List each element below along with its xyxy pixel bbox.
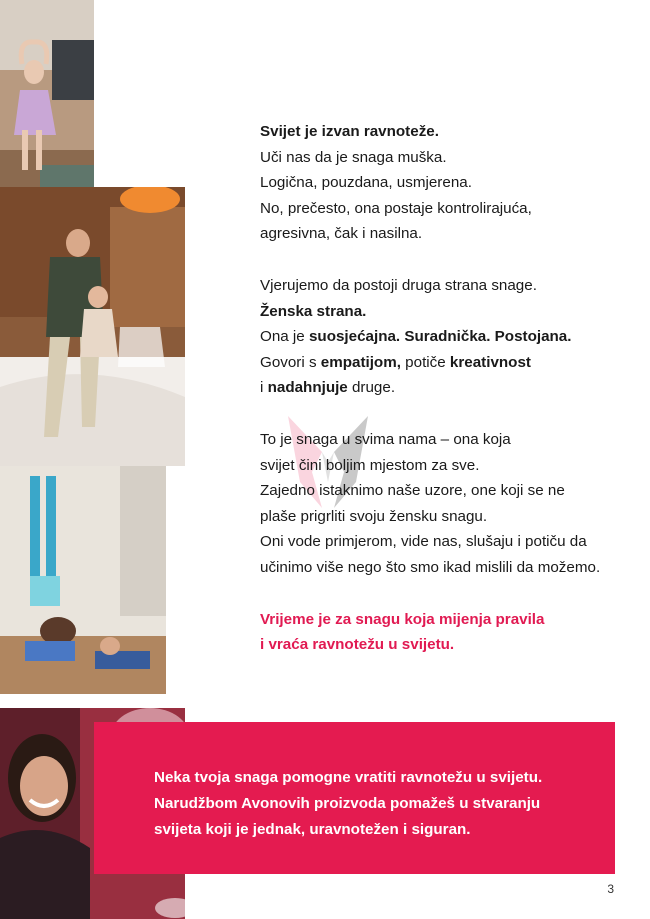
callout-box: [94, 722, 615, 874]
photo-girl-dancing: [0, 0, 94, 205]
photo-yoga-with-children: [0, 466, 166, 694]
feminine-line: Govori s empatijom, potiče kreativnost: [260, 353, 531, 371]
together-line: To je snaga u svima nama – ona koja: [260, 430, 511, 448]
feminine-line: Ona je suosjećajna. Suradnička. Postojana.: [260, 328, 572, 346]
highlight-paragraph: [260, 607, 620, 658]
page-number: 3: [607, 882, 614, 896]
together-paragraph: [260, 427, 620, 581]
together-line: svijet čini boljim mjestom za sve.: [260, 456, 480, 474]
together-line: Zajedno istaknimo naše uzore, one koji se ne: [260, 482, 565, 500]
intro-line: Logična, pouzdana, usmjerena.: [260, 174, 472, 192]
photo-father-daughter-bed: [0, 187, 185, 466]
together-line: učinimo više nego što smo ikad mislili da možemo.: [260, 558, 601, 576]
together-line: Oni vode primjerom, vide nas, slušaju i potiču da: [260, 533, 587, 551]
highlight-line: Vrijeme je za snagu koja mijenja pravila: [260, 610, 545, 628]
feminine-heading: Ženska strana.: [260, 302, 367, 320]
feminine-line: Vjerujemo da postoji druga strana snage.: [260, 276, 537, 294]
intro-paragraph: [260, 119, 620, 247]
feminine-line: i nadahnjuje druge.: [260, 379, 396, 397]
intro-line: Uči nas da je snaga muška.: [260, 148, 447, 166]
callout-text: [154, 765, 594, 843]
body-text: [260, 119, 620, 684]
intro-line: No, prečesto, ona postaje kontrolirajuća,: [260, 199, 532, 217]
feminine-paragraph: [260, 273, 620, 401]
callout-line: svijeta koji je jednak, uravnotežen i siguran.: [154, 821, 471, 838]
callout-line: Narudžbom Avonovih proizvoda pomažeš u stvaranju: [154, 795, 541, 812]
together-line: plaše prigrliti svoju žensku snagu.: [260, 507, 488, 525]
highlight-line: i vraća ravnotežu u svijetu.: [260, 636, 455, 654]
callout-line: Neka tvoja snaga pomogne vratiti ravnotežu u svijetu.: [154, 769, 543, 786]
intro-heading: Svijet je izvan ravnoteže.: [260, 123, 439, 140]
intro-line: agresivna, čak i nasilna.: [260, 225, 423, 243]
